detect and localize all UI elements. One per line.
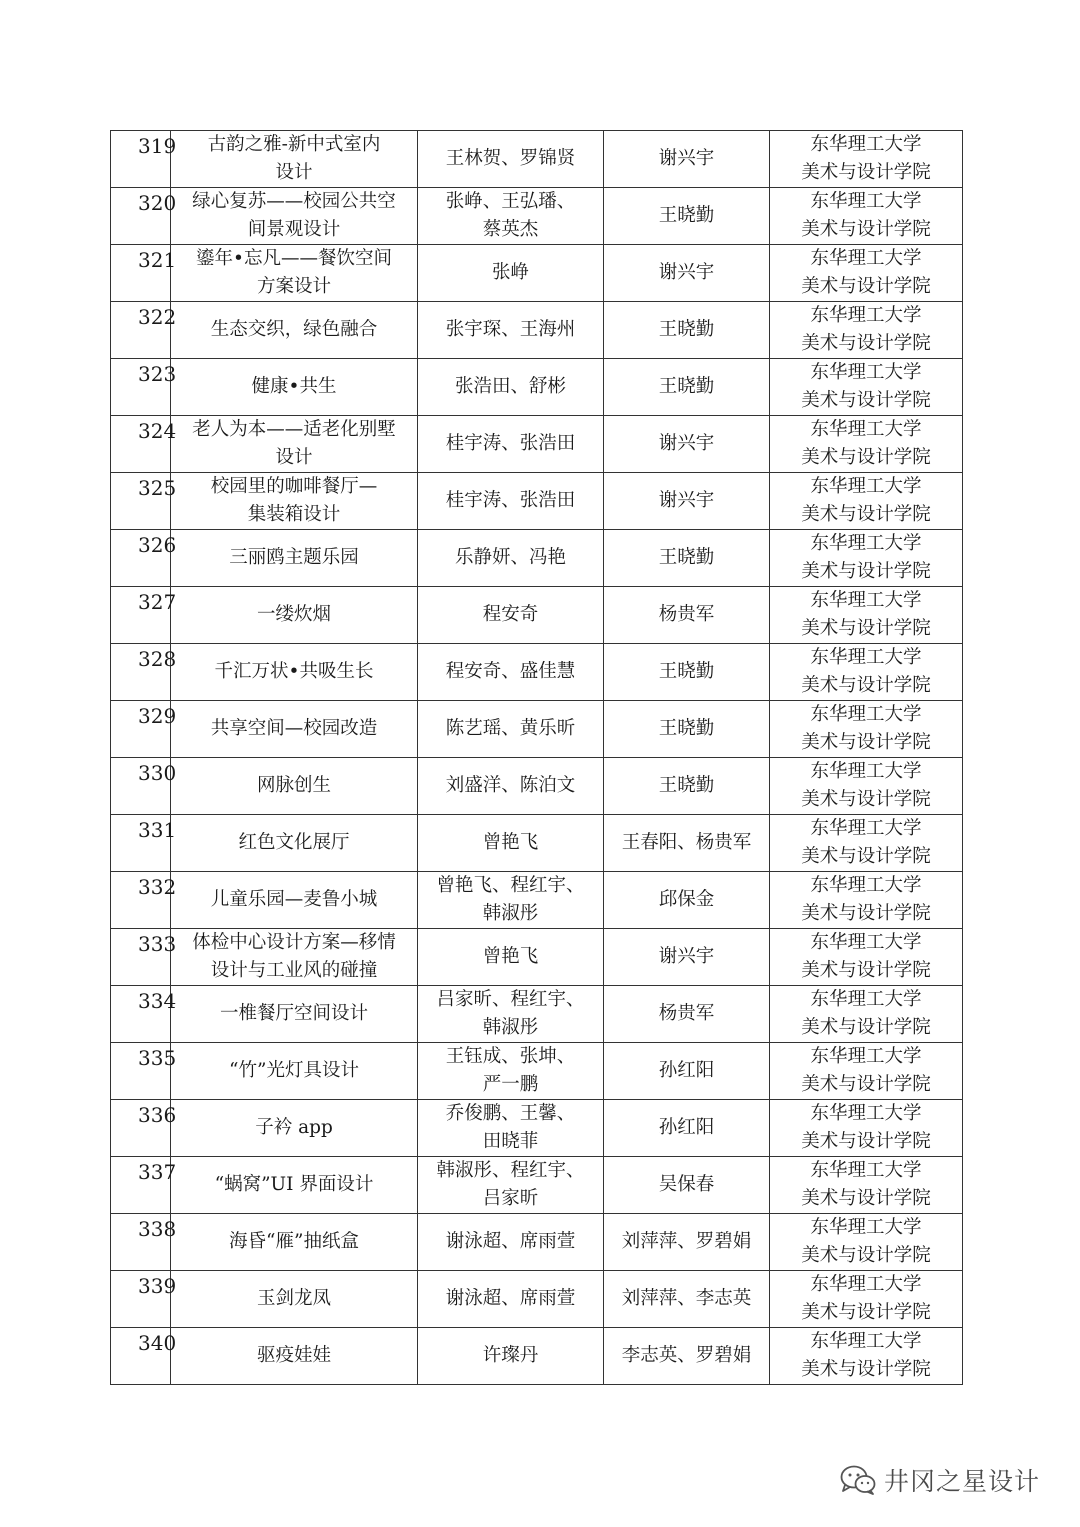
table-row <box>111 245 963 302</box>
work-title: 健康•共生 <box>171 359 418 416</box>
school-name: 东华理工大学 美术与设计学院 <box>770 872 963 929</box>
entry-number: 331 <box>111 815 171 872</box>
entry-number: 337 <box>111 1157 171 1214</box>
school-name: 东华理工大学 美术与设计学院 <box>770 359 963 416</box>
table-row <box>111 872 963 929</box>
entry-number: 333 <box>111 929 171 986</box>
advisor-name: 刘萍萍、李志英 <box>604 1271 770 1328</box>
work-title: 子衿 app <box>171 1100 418 1157</box>
student-names: 桂宇涛、张浩田 <box>418 416 604 473</box>
table-row <box>111 359 963 416</box>
advisor-name: 王春阳、杨贵军 <box>604 815 770 872</box>
school-name: 东华理工大学 美术与设计学院 <box>770 245 963 302</box>
school-name: 东华理工大学 美术与设计学院 <box>770 530 963 587</box>
student-names: 桂宇涛、张浩田 <box>418 473 604 530</box>
table-row <box>111 1043 963 1100</box>
student-names: 许璨丹 <box>418 1328 604 1385</box>
student-names: 谢泳超、席雨萱 <box>418 1271 604 1328</box>
school-name: 东华理工大学 美术与设计学院 <box>770 131 963 188</box>
school-name: 东华理工大学 美术与设计学院 <box>770 701 963 758</box>
advisor-name: 王晓勤 <box>604 188 770 245</box>
entry-number: 327 <box>111 587 171 644</box>
entry-number: 329 <box>111 701 171 758</box>
school-name: 东华理工大学 美术与设计学院 <box>770 758 963 815</box>
advisor-name: 孙红阳 <box>604 1043 770 1100</box>
table-row <box>111 929 963 986</box>
table-row <box>111 587 963 644</box>
watermark-text: 井冈之星设计 <box>884 1467 1041 1496</box>
advisor-name: 吴保春 <box>604 1157 770 1214</box>
student-names: 谢泳超、席雨萱 <box>418 1214 604 1271</box>
advisor-name: 王晓勤 <box>604 701 770 758</box>
table-row <box>111 701 963 758</box>
work-title: 生态交织，绿色融合 <box>171 302 418 359</box>
table-row <box>111 530 963 587</box>
entry-number: 332 <box>111 872 171 929</box>
advisor-name: 谢兴宇 <box>604 131 770 188</box>
table-row <box>111 302 963 359</box>
advisor-name: 刘萍萍、罗碧娟 <box>604 1214 770 1271</box>
student-names: 王林贺、罗锦贤 <box>418 131 604 188</box>
school-name: 东华理工大学 美术与设计学院 <box>770 815 963 872</box>
work-title: 儿童乐园—麦鲁小城 <box>171 872 418 929</box>
entry-number: 319 <box>111 131 171 188</box>
table-row <box>111 644 963 701</box>
work-title: 绿心复苏——校园公共空 间景观设计 <box>171 188 418 245</box>
table-row <box>111 1214 963 1271</box>
entry-number: 325 <box>111 473 171 530</box>
work-title: 老人为本——适老化别墅 设计 <box>171 416 418 473</box>
entry-number: 324 <box>111 416 171 473</box>
student-names: 张浩田、舒彬 <box>418 359 604 416</box>
student-names: 韩淑彤、程红宇、 吕家昕 <box>418 1157 604 1214</box>
table-row <box>111 758 963 815</box>
student-names: 刘盛洋、陈泊文 <box>418 758 604 815</box>
student-names: 程安奇 <box>418 587 604 644</box>
school-name: 东华理工大学 美术与设计学院 <box>770 416 963 473</box>
student-names: 曾艳飞 <box>418 929 604 986</box>
advisor-name: 谢兴宇 <box>604 473 770 530</box>
student-names: 曾艳飞 <box>418 815 604 872</box>
school-name: 东华理工大学 美术与设计学院 <box>770 188 963 245</box>
table-row <box>111 131 963 188</box>
table-row <box>111 1271 963 1328</box>
entry-number: 335 <box>111 1043 171 1100</box>
entry-number: 340 <box>111 1328 171 1385</box>
table-body <box>111 131 963 1385</box>
advisor-name: 王晓勤 <box>604 302 770 359</box>
entry-number: 321 <box>111 245 171 302</box>
work-title: 一椎餐厅空间设计 <box>171 986 418 1043</box>
advisor-name: 谢兴宇 <box>604 929 770 986</box>
advisor-name: 王晓勤 <box>604 359 770 416</box>
advisor-name: 王晓勤 <box>604 758 770 815</box>
table-row <box>111 473 963 530</box>
student-names: 王钰成、张坤、 严一鹏 <box>418 1043 604 1100</box>
school-name: 东华理工大学 美术与设计学院 <box>770 302 963 359</box>
work-title: 驱疫娃娃 <box>171 1328 418 1385</box>
entry-number: 320 <box>111 188 171 245</box>
student-names: 吕家昕、程红宇、 韩淑彤 <box>418 986 604 1043</box>
work-title: 千汇万状•共吸生长 <box>171 644 418 701</box>
table-row <box>111 1328 963 1385</box>
work-title: 一缕炊烟 <box>171 587 418 644</box>
advisor-name: 王晓勤 <box>604 530 770 587</box>
school-name: 东华理工大学 美术与设计学院 <box>770 1271 963 1328</box>
work-title: 体检中心设计方案—移情 设计与工业风的碰撞 <box>171 929 418 986</box>
student-names: 程安奇、盛佳慧 <box>418 644 604 701</box>
entry-number: 330 <box>111 758 171 815</box>
table-row <box>111 416 963 473</box>
work-title: 玉剑龙凤 <box>171 1271 418 1328</box>
entry-number: 339 <box>111 1271 171 1328</box>
school-name: 东华理工大学 美术与设计学院 <box>770 1328 963 1385</box>
advisor-name: 李志英、罗碧娟 <box>604 1328 770 1385</box>
work-title: 海昏“雁”抽纸盒 <box>171 1214 418 1271</box>
student-names: 张峥 <box>418 245 604 302</box>
advisor-name: 王晓勤 <box>604 644 770 701</box>
school-name: 东华理工大学 美术与设计学院 <box>770 1100 963 1157</box>
table-row <box>111 986 963 1043</box>
table-row <box>111 188 963 245</box>
entry-number: 322 <box>111 302 171 359</box>
advisor-name: 杨贵军 <box>604 587 770 644</box>
school-name: 东华理工大学 美术与设计学院 <box>770 1214 963 1271</box>
school-name: 东华理工大学 美术与设计学院 <box>770 929 963 986</box>
advisor-name: 孙红阳 <box>604 1100 770 1157</box>
student-names: 张峥、王弘璠、 蔡英杰 <box>418 188 604 245</box>
student-names: 曾艳飞、程红宇、 韩淑彤 <box>418 872 604 929</box>
wechat-icon <box>840 1464 876 1496</box>
school-name: 东华理工大学 美术与设计学院 <box>770 587 963 644</box>
table-row <box>111 815 963 872</box>
watermark <box>840 1462 1040 1498</box>
work-title: 网脉创生 <box>171 758 418 815</box>
school-name: 东华理工大学 美术与设计学院 <box>770 644 963 701</box>
school-name: 东华理工大学 美术与设计学院 <box>770 1043 963 1100</box>
school-name: 东华理工大学 美术与设计学院 <box>770 986 963 1043</box>
student-names: 张宇琛、王海州 <box>418 302 604 359</box>
entry-number: 338 <box>111 1214 171 1271</box>
school-name: 东华理工大学 美术与设计学院 <box>770 473 963 530</box>
work-title: “竹”光灯具设计 <box>171 1043 418 1100</box>
work-title: 鎏年•忘凡——餐饮空间 方案设计 <box>171 245 418 302</box>
entry-number: 326 <box>111 530 171 587</box>
advisor-name: 谢兴宇 <box>604 416 770 473</box>
table-row <box>111 1157 963 1214</box>
work-title: 三丽鸥主题乐园 <box>171 530 418 587</box>
work-title: 共享空间—校园改造 <box>171 701 418 758</box>
advisor-name: 杨贵军 <box>604 986 770 1043</box>
school-name: 东华理工大学 美术与设计学院 <box>770 1157 963 1214</box>
work-title: 红色文化展厅 <box>171 815 418 872</box>
student-names: 陈艺瑶、黄乐昕 <box>418 701 604 758</box>
award-list-table <box>110 130 963 1385</box>
advisor-name: 邱保金 <box>604 872 770 929</box>
entry-number: 323 <box>111 359 171 416</box>
table-row <box>111 1100 963 1157</box>
entry-number: 336 <box>111 1100 171 1157</box>
work-title: 校园里的咖啡餐厅— 集装箱设计 <box>171 473 418 530</box>
student-names: 乔俊鹏、王馨、 田晓菲 <box>418 1100 604 1157</box>
student-names: 乐静妍、冯艳 <box>418 530 604 587</box>
work-title: 古韵之雅-新中式室内 设计 <box>171 131 418 188</box>
entry-number: 334 <box>111 986 171 1043</box>
entry-number: 328 <box>111 644 171 701</box>
advisor-name: 谢兴宇 <box>604 245 770 302</box>
work-title: “蜗窝”UI 界面设计 <box>171 1157 418 1214</box>
